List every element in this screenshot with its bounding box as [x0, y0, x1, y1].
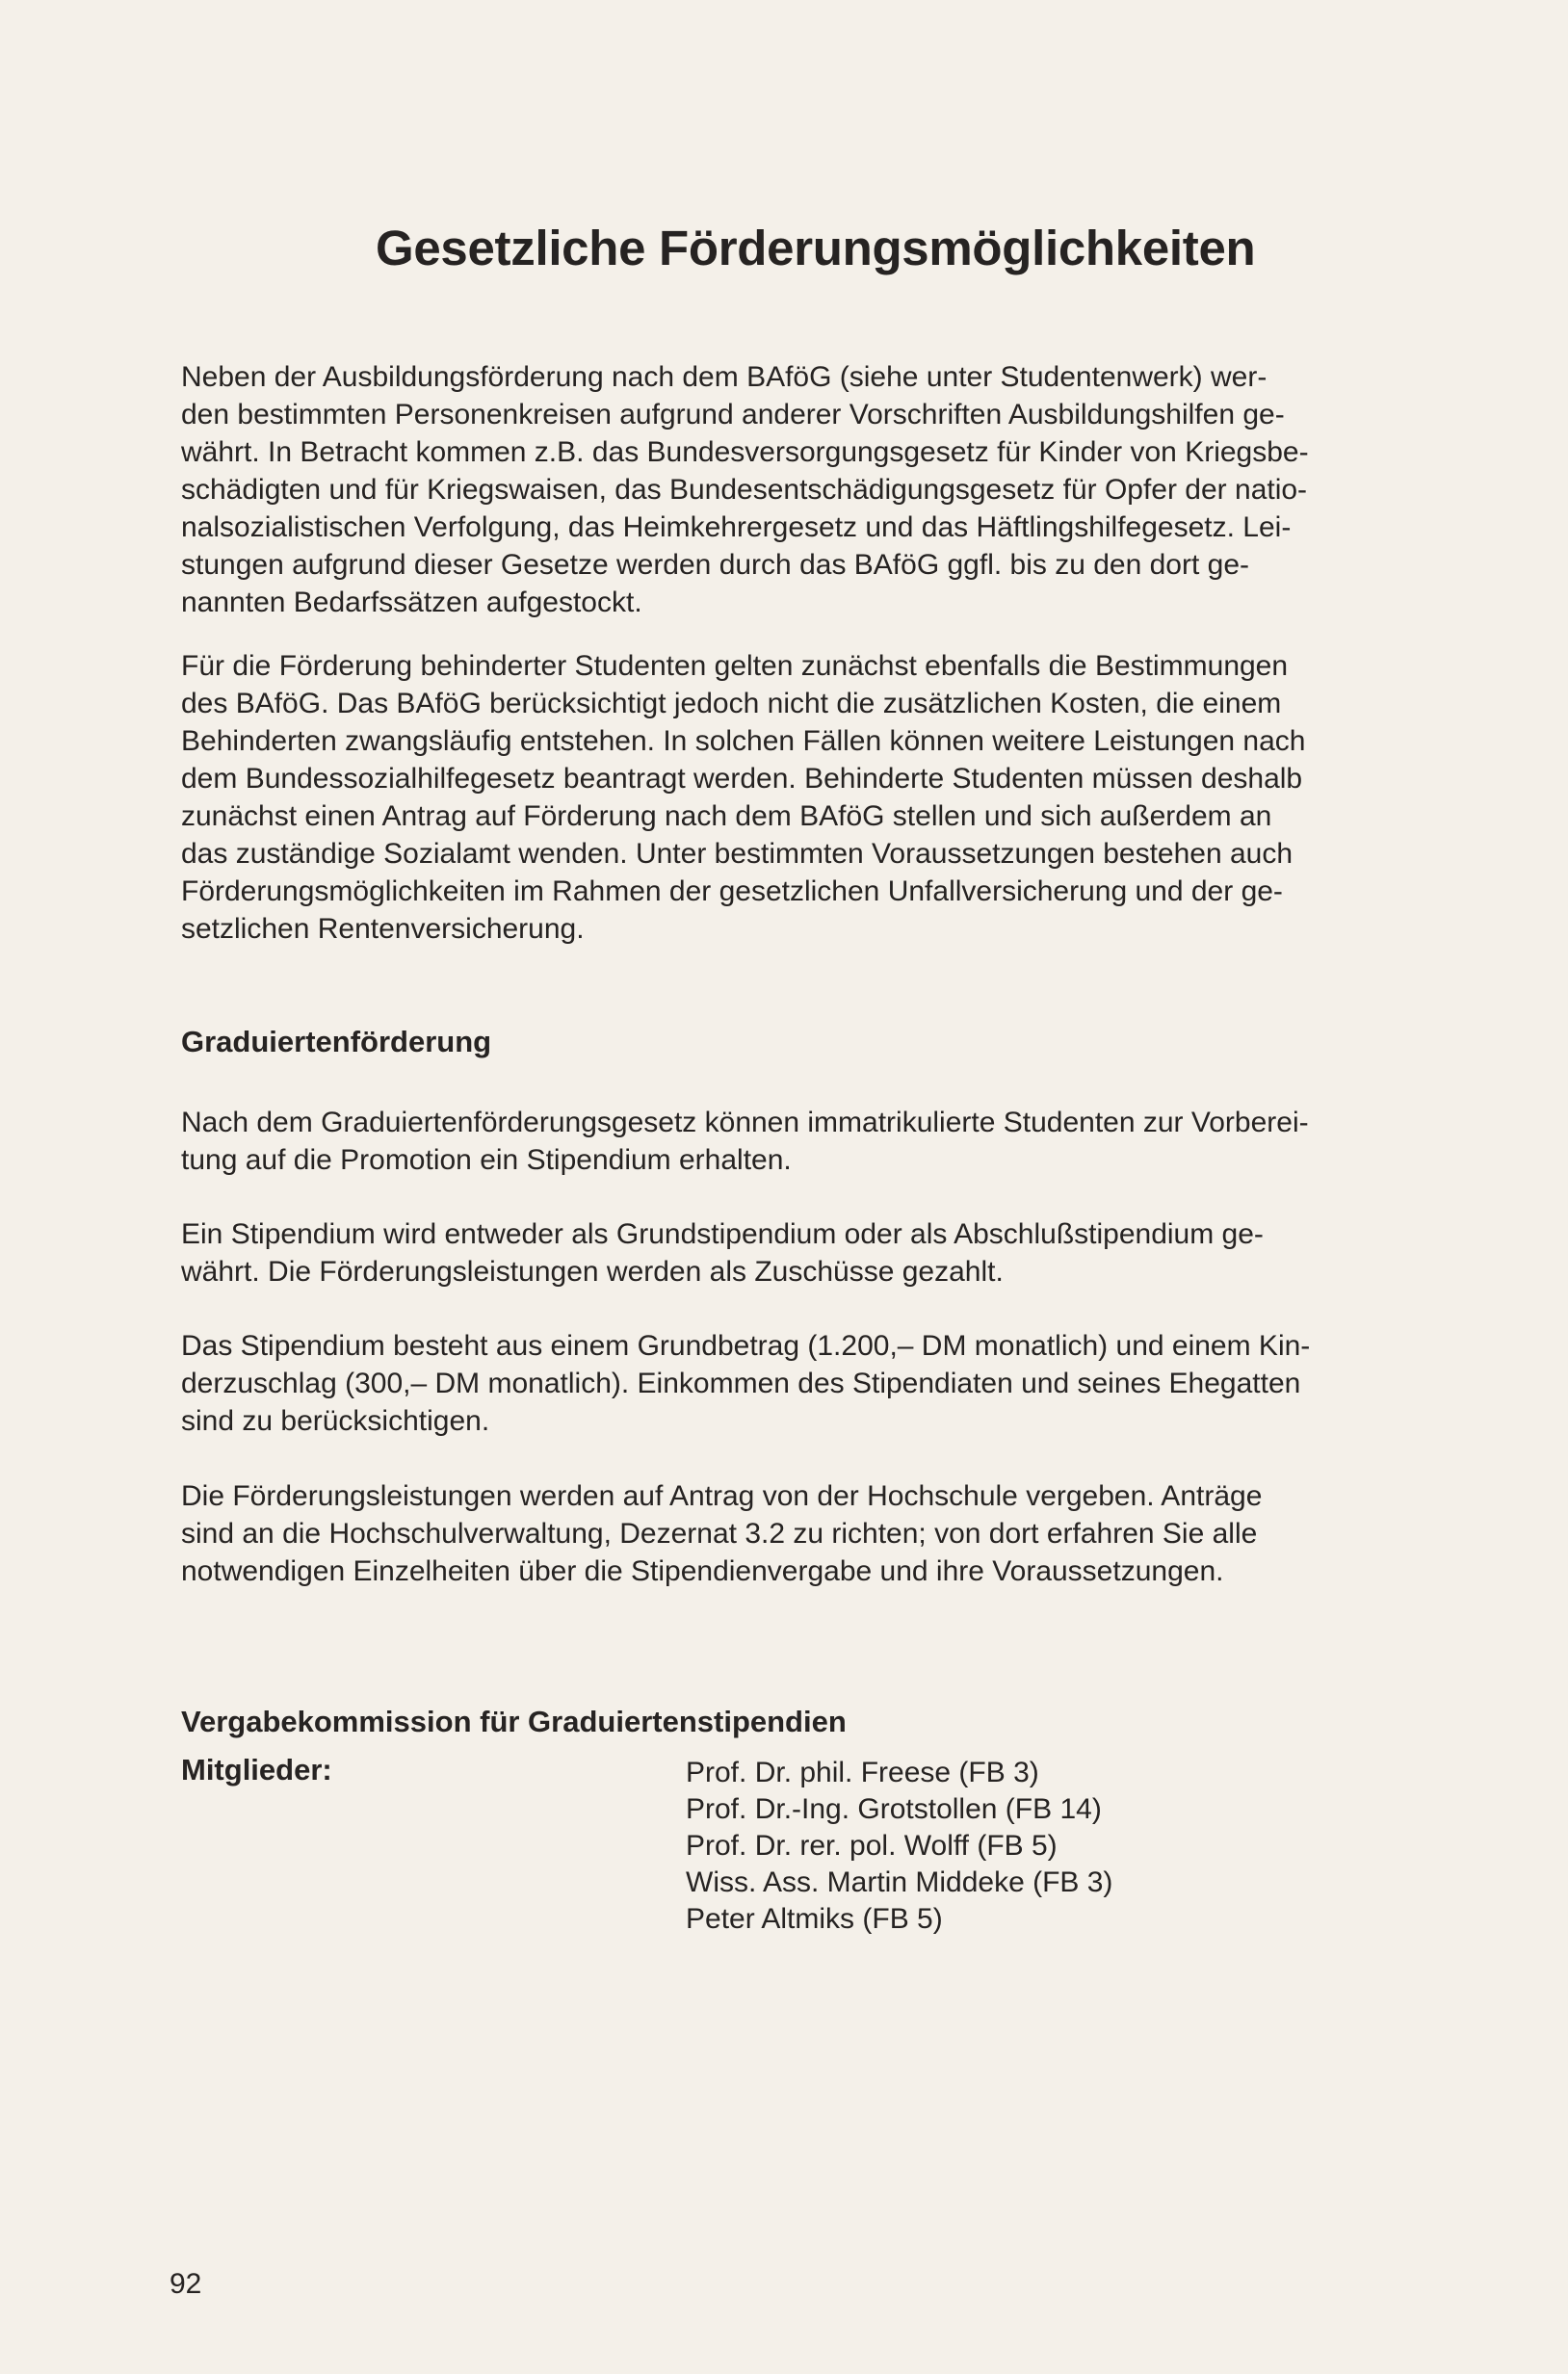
text-line: setzlichen Rentenversicherung.	[181, 913, 585, 945]
text-line: währt. In Betracht kommen z.B. das Bundesversorgungsgesetz für Kinder von Kriegsbe-	[181, 436, 1309, 468]
text-line: nalsozialistischen Verfolgung, das Heimkehrergesetz und das Häftlingshilfegesetz. Lei-	[181, 511, 1292, 543]
text-line: notwendigen Einzelheiten über die Stipendienvergabe und ihre Voraussetzungen.	[181, 1555, 1224, 1587]
text-line: sind an die Hochschulverwaltung, Dezernat 3.2 zu richten; von dort erfahren Sie alle	[181, 1518, 1258, 1550]
text-line: dem Bundessozialhilfegesetz beantragt werden. Behinderte Studenten müssen deshalb	[181, 763, 1303, 795]
text-line: des BAföG. Das BAföG berücksichtigt jedoch nicht die zusätzlichen Kosten, die einem	[181, 688, 1282, 719]
section-heading-vergabekommission: Vergabekommission für Graduiertenstipendien	[181, 1705, 847, 1738]
text-line: Für die Förderung behinderter Studenten gelten zunächst ebenfalls die Bestimmungen	[181, 650, 1289, 682]
text-line: Nach dem Graduiertenförderungsgesetz können immatrikulierte Studenten zur Vorberei-	[181, 1107, 1309, 1138]
page-title: Gesetzliche Förderungsmöglichkeiten	[376, 221, 1256, 275]
text-line: derzuschlag (300,– DM monatlich). Einkommen des Stipendiaten und seines Ehegatten	[181, 1368, 1301, 1399]
paragraph-stipend-types	[181, 1215, 1437, 1291]
paragraph-application	[181, 1477, 1437, 1590]
text-line: Ein Stipendium wird entweder als Grundstipendium oder als Abschlußstipendium ge-	[181, 1218, 1264, 1250]
text-line: nannten Bedarfssätzen aufgestockt.	[181, 587, 642, 618]
member-item: Peter Altmiks (FB 5)	[686, 1903, 943, 1935]
text-line: tung auf die Promotion ein Stipendium erhalten.	[181, 1144, 792, 1176]
text-line: stungen aufgrund dieser Gesetze werden durch das BAföG ggfl. bis zu den dort ge-	[181, 549, 1250, 581]
members-list	[686, 1755, 1112, 1938]
text-line: den bestimmten Personenkreisen aufgrund anderer Vorschriften Ausbildungshilfen ge-	[181, 399, 1285, 430]
member-item: Prof. Dr. phil. Freese (FB 3)	[686, 1757, 1039, 1788]
member-item: Prof. Dr. rer. pol. Wolff (FB 5)	[686, 1830, 1058, 1862]
paragraph-stipend-amount	[181, 1327, 1437, 1440]
page-number: 92	[170, 2268, 202, 2300]
paragraph-bafoeg-alternatives	[181, 358, 1437, 621]
text-line: Behinderten zwangsläufig entstehen. In solchen Fällen können weitere Leistungen nach	[181, 725, 1306, 757]
members-label: Mitglieder:	[181, 1753, 332, 1787]
text-line: Die Förderungsleistungen werden auf Antrag von der Hochschule vergeben. Anträge	[181, 1480, 1263, 1512]
section-heading-graduiertenfoerderung: Graduiertenförderung	[181, 1025, 492, 1058]
text-line: Das Stipendium besteht aus einem Grundbetrag (1.200,– DM monatlich) und einem Kin-	[181, 1330, 1311, 1362]
member-item: Prof. Dr.-Ing. Grotstollen (FB 14)	[686, 1793, 1102, 1825]
text-line: schädigten und für Kriegswaisen, das Bundesentschädigungsgesetz für Opfer der natio-	[181, 474, 1308, 506]
paragraph-disabled-students	[181, 647, 1437, 948]
text-line: währt. Die Förderungsleistungen werden als Zuschüsse gezahlt.	[181, 1256, 1004, 1288]
text-line: das zuständige Sozialamt wenden. Unter bestimmten Voraussetzungen bestehen auch	[181, 838, 1294, 870]
paragraph-promotion-stipend	[181, 1104, 1437, 1179]
text-line: zunächst einen Antrag auf Förderung nach dem BAföG stellen und sich außerdem an	[181, 800, 1272, 832]
text-line: Neben der Ausbildungsförderung nach dem BAföG (siehe unter Studentenwerk) wer-	[181, 361, 1267, 393]
text-line: Förderungsmöglichkeiten im Rahmen der gesetzlichen Unfallversicherung und der ge-	[181, 875, 1283, 907]
text-line: sind zu berücksichtigen.	[181, 1405, 490, 1437]
member-item: Wiss. Ass. Martin Middeke (FB 3)	[686, 1866, 1113, 1898]
